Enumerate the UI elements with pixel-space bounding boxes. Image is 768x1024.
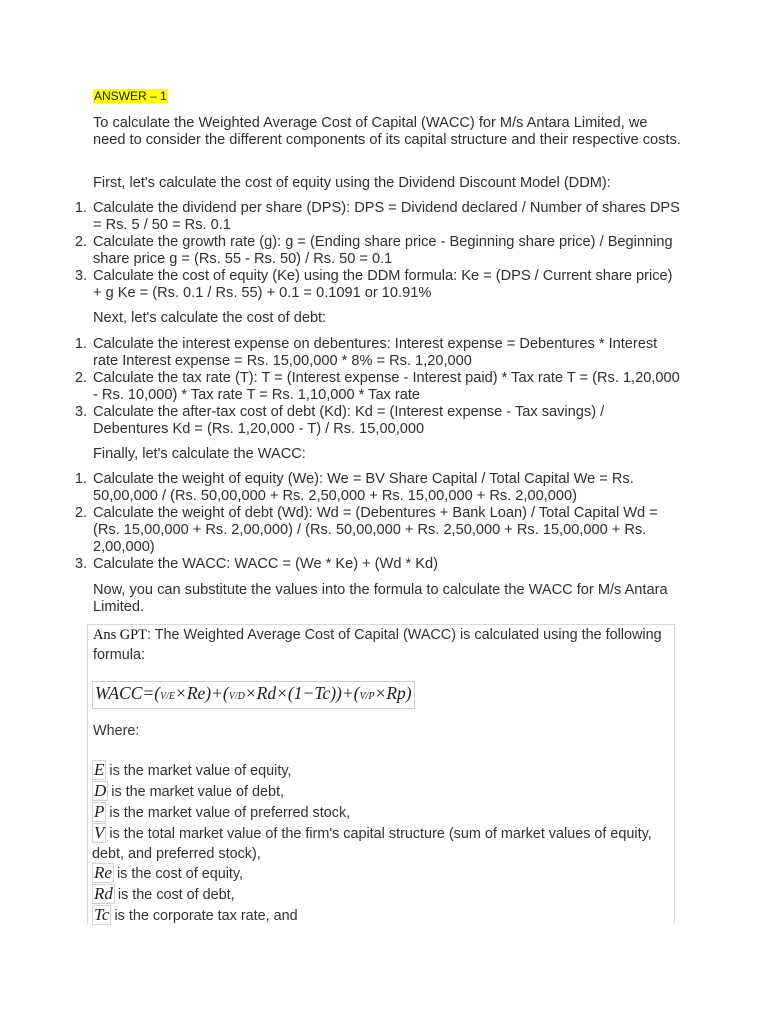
intro-paragraph: To calculate the Weighted Average Cost of Capital (WACC) for M/s Antara Limited, we need to consider the different components of its capital structure and their respective costs. xyxy=(93,115,681,148)
wacc-formula: WACC=(V/E×Re)+(V/D×Rd×(1−Tc))+(V/P×Rp) xyxy=(92,681,415,709)
list-item: 3. Calculate the after-tax cost of debt (Kd): Kd = (Interest expense - Tax savings) / Debentures Kd = (Rs. 1,20,000 - T) / Rs. 15,00,000 xyxy=(74,404,605,437)
equity-intro: First, let's calculate the cost of equity using the Dividend Discount Model (DDM): xyxy=(93,175,611,191)
gpt-intro xyxy=(93,625,673,665)
list-item: 2. Calculate the growth rate (g): g = (Ending share price - Beginning share price) / Beginning share price g = (Rs. 55 - Rs. 50) / Rs. 50 = 0.1 xyxy=(74,234,673,267)
list-item: 3. Calculate the cost of equity (Ke) using the DDM formula: Ke = (DPS / Current share price) + g Ke = (Rs. 0.1 / Rs. 55) + 0.1 = 0.1091 or 10.91% xyxy=(74,268,673,301)
debt-intro: Next, let's calculate the cost of debt: xyxy=(93,310,327,326)
definition-row: V is the total market value of the firm's capital structure (sum of market values of equity, debt, and preferred stock), xyxy=(92,823,652,862)
debt-steps-list xyxy=(74,336,683,438)
where-label: Where: xyxy=(93,723,140,739)
closing-paragraph: Now, you can substitute the values into the formula to calculate the WACC for M/s Antara Limited. xyxy=(93,582,668,615)
list-item: 1. Calculate the dividend per share (DPS): DPS = Dividend declared / Number of shares DPS = Rs. 5 / 50 = Rs. 0.1 xyxy=(74,200,680,233)
list-item: 2. Calculate the tax rate (T): T = (Interest expense - Interest paid) * Tax rate T = (Rs. 1,20,000 - Rs. 10,000) * Tax rate T = Rs. 1,10,000 * Tax rate xyxy=(74,370,680,403)
list-item: 1. Calculate the interest expense on debentures: Interest expense = Debentures * Interest rate Interest expense = Rs. 15,00,000 * 8% = Rs. 1,20,000 xyxy=(74,336,658,369)
highlighted-heading: ANSWER – 1 xyxy=(94,89,167,103)
gpt-label: Ans GPT xyxy=(93,627,147,643)
list-item: 2. Calculate the weight of debt (Wd): Wd = (Debentures + Bank Loan) / Total Capital Wd = (Rs. 15,00,000 + Rs. 2,00,000) / (Rs. 50,00,000 + Rs. 2,50,000 + Rs. 15,00,000 + Rs. 2,00,000) xyxy=(74,505,658,555)
definition-row: E is the market value of equity, xyxy=(94,760,292,779)
gpt-intro-text: : The Weighted Average Cost of Capital (WACC) is calculated using the following formula: xyxy=(93,627,662,663)
list-item: 1. Calculate the weight of equity (We): We = BV Share Capital / Total Capital We = Rs. 50,00,000 / (Rs. 50,00,000 + Rs. 2,50,000 + Rs. 15,00,000 + Rs. 2,00,000) xyxy=(74,471,634,504)
definition-row: Tc is the corporate tax rate, and xyxy=(94,905,298,924)
answer-heading xyxy=(93,87,168,105)
wacc-steps-list xyxy=(74,471,683,573)
definition-row: P is the market value of preferred stock, xyxy=(94,802,351,821)
definition-row: Re is the cost of equity, xyxy=(94,863,244,882)
wacc-intro: Finally, let's calculate the WACC: xyxy=(93,446,306,462)
list-item: 3. Calculate the WACC: WACC = (We * Ke) + (Wd * Kd) xyxy=(74,556,438,572)
definition-row: D is the market value of debt, xyxy=(94,781,285,800)
definition-row: Rd is the cost of debt, xyxy=(94,884,235,903)
equity-steps-list xyxy=(74,200,683,302)
